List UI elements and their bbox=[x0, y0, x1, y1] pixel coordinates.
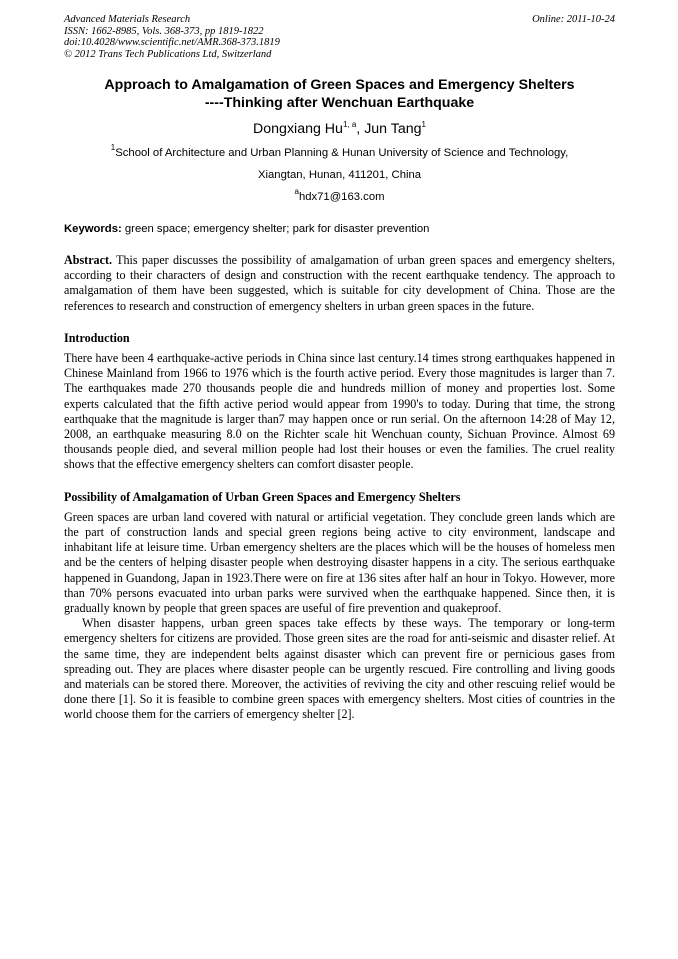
journal-header bbox=[64, 14, 615, 60]
section-heading: Introduction bbox=[64, 330, 130, 345]
author-separator: , bbox=[356, 121, 365, 137]
body-paragraph: Green spaces are urban land covered with natural or artificial vegetation. They conclude green lands which are the part of construction lands and special green regions being active to city environment, landscape and inhabitant life at leisure time. Urban emergency shelters are the places which will be the houses of homeless men and be the centers of helping disaster people when destroying disaster happens in a city. The serious earthquake happened in Guandong, Japan in 1923.There were on fire at 136 sites after half an hour in Tokyo. However, more than 70% persons evacuated into urban parks were survived when the earthquake happened. Since then, it is gradually known by people that green spaces are useful of fire prevention and quakeproof. bbox=[64, 509, 615, 616]
author-affiliation-mark: 1 bbox=[421, 120, 426, 129]
affiliation-line-1 bbox=[64, 142, 615, 164]
abstract-text: This paper discusses the possibility of amalgamation of urban green spaces and emergency shelters, according to their characters of design and construction with the recent earthquake tendency. The approach to amalgamation of them have been suggested, which is suitable for city development of China. Those are the references to research and construction of emergency shelters in urban green spaces in the future. bbox=[64, 253, 615, 313]
email-mark: a bbox=[294, 187, 299, 196]
title-line-2: ----Thinking after Wenchuan Earthquake bbox=[204, 95, 475, 111]
author-affiliation-mark: 1, a bbox=[342, 120, 357, 129]
keywords-label: Keywords: bbox=[64, 223, 122, 235]
author-email bbox=[64, 186, 615, 208]
journal-name: Advanced Materials Research bbox=[64, 14, 191, 25]
affiliation-text: School of Architecture and Urban Planning & Hunan University of Science and Technology, bbox=[115, 147, 569, 159]
paper-page bbox=[64, 14, 615, 723]
body-paragraph: When disaster happens, urban green spaces take effects by these ways. The temporary or long-term emergency shelters for citizens are provided. Those green sites are the road for anti-seismic and disaster relief. At the same time, they are independent belts against disaster which can prevent fire or pernicious gases from spreading out. They are places where disaster people can be urgently rescued. Fire controlling and living goods and materials can be stored there. Moreover, the activities of reviving the city and other rescuing relief would be done there [1]. So it is feasible to combine green spaces with emergency shelters. Most cities of countries in the world choose them for the carriers of emergency shelter [2]. bbox=[64, 616, 615, 722]
paper-title bbox=[64, 76, 615, 112]
body-paragraph: There have been 4 earthquake-active periods in China since last century.14 times strong earthquakes happened in Chinese Mainland from 1966 to 1976 which is the fourth active period. Every those magnitudes is larger than 7. The earthquakes made 270 thousands people die and hundreds million of money and properties lost. Some experts calculated that the fifth active period would appear from 1990's to today. During that time, the strong earthquake that the magnitude is larger than7 may happen once or run serial. On the afternoon 14:28 of May 12, 2008, an earthquake measuring 8.0 on the Richter scale hit Wenchuan county, Sichuan Province. Almost 69 thousands people died, and several million people had lost their houses or even the families. The cruel reality shows that the effective emergency shelters can comfort disaster people. bbox=[64, 351, 615, 472]
affiliation-line-2: Xiangtan, Hunan, 411201, China bbox=[257, 169, 422, 181]
keywords bbox=[64, 222, 615, 236]
author-name: Jun Tang bbox=[364, 121, 422, 137]
section-heading: Possibility of Amalgamation of Urban Green Spaces and Emergency Shelters bbox=[64, 489, 461, 504]
issn-line: ISSN: 1662-8985, Vols. 368-373, pp 1819-1822 bbox=[64, 25, 264, 37]
abstract bbox=[64, 253, 615, 314]
affiliation-mark: 1 bbox=[110, 143, 116, 152]
copyright-line: © 2012 Trans Tech Publications Ltd, Switzerland bbox=[64, 48, 272, 60]
abstract-label: Abstract. bbox=[64, 253, 113, 267]
title-line-1: Approach to Amalgamation of Green Spaces and Emergency Shelters bbox=[104, 77, 575, 93]
author-name: Dongxiang Hu bbox=[253, 121, 343, 137]
doi-line: doi:10.4028/www.scientific.net/AMR.368-373.1819 bbox=[64, 37, 280, 48]
author-list bbox=[64, 120, 615, 138]
keywords-text: green space; emergency shelter; park for disaster prevention bbox=[121, 223, 430, 235]
email-address[interactable]: hdx71@163.com bbox=[298, 191, 385, 203]
online-date: Online: 2011-10-24 bbox=[532, 14, 615, 25]
affiliation bbox=[64, 142, 615, 186]
